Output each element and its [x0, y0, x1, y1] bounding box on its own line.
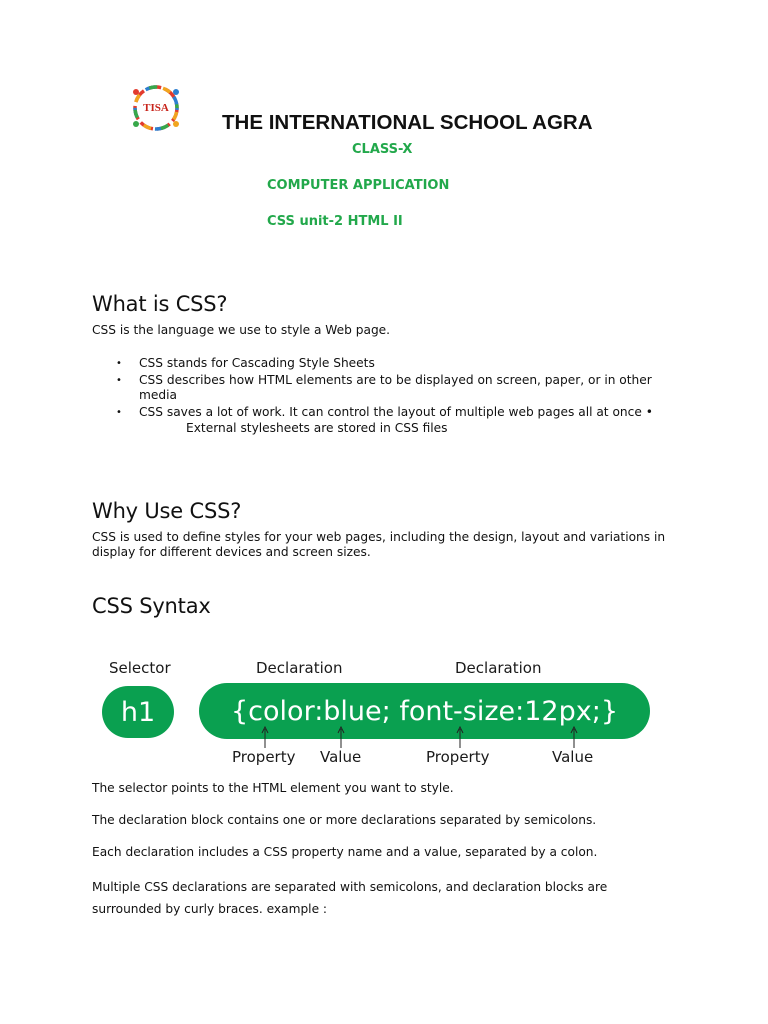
school-logo	[127, 82, 185, 134]
logo-text: TISA	[143, 102, 169, 114]
heading-css-syntax: CSS Syntax	[92, 594, 211, 618]
class-label: CLASS-X	[352, 142, 413, 157]
heading-why-use-css: Why Use CSS?	[92, 499, 242, 523]
what-is-css-intro: CSS is the language we use to style a Web page.	[92, 323, 391, 337]
declaration-label-2: Declaration	[455, 659, 542, 677]
arrow-up-icon	[260, 726, 270, 748]
paragraph-selector: The selector points to the HTML element you want to style.	[92, 781, 454, 795]
list-item-text: CSS stands for Cascading Style Sheets	[139, 356, 375, 370]
property-label-1: Property	[232, 748, 296, 766]
declaration-label-1: Declaration	[256, 659, 343, 677]
selector-code: h1	[120, 696, 156, 728]
css-facts-list	[116, 356, 676, 422]
value-label-2: Value	[552, 748, 594, 766]
property-label-2: Property	[426, 748, 490, 766]
bullet-dot: •	[116, 375, 122, 386]
paragraph-declaration-block: The declaration block contains one or more declarations separated by semicolons.	[92, 813, 597, 827]
arrow-up-icon	[455, 726, 465, 748]
list-item-text: CSS saves a lot of work. It can control the layout of multiple web pages all at once •	[139, 405, 653, 419]
why-use-css-text: CSS is used to define styles for your web pages, including the design, layout and variations in display for different devices and screen sizes.	[92, 530, 666, 559]
value-label-1: Value	[320, 748, 362, 766]
selector-label: Selector	[109, 659, 171, 677]
bullet-dot: •	[116, 407, 122, 418]
paragraph-multiple-declarations: Multiple CSS declarations are separated with semicolons, and declaration blocks are surrounded by curly braces. example :	[92, 880, 608, 916]
list-item	[116, 373, 676, 403]
unit-label: CSS unit-2 HTML II	[267, 214, 403, 229]
bullet-dot: •	[116, 358, 122, 369]
arrow-up-icon	[336, 726, 346, 748]
list-item	[116, 405, 676, 420]
declaration-code: {color:blue; font-size:12px;}	[231, 695, 618, 727]
paragraph-declaration: Each declaration includes a CSS property name and a value, separated by a colon.	[92, 845, 598, 859]
list-item-text: CSS describes how HTML elements are to be displayed on screen, paper, or in other media	[139, 373, 652, 402]
heading-what-is-css: What is CSS?	[92, 292, 228, 316]
bullet-continuation: External stylesheets are stored in CSS files	[186, 421, 448, 435]
arrow-up-icon	[569, 726, 579, 748]
list-item	[116, 356, 676, 371]
subject-label: COMPUTER APPLICATION	[267, 178, 450, 193]
selector-pill	[102, 686, 174, 738]
school-name: THE INTERNATIONAL SCHOOL AGRA	[222, 111, 593, 134]
